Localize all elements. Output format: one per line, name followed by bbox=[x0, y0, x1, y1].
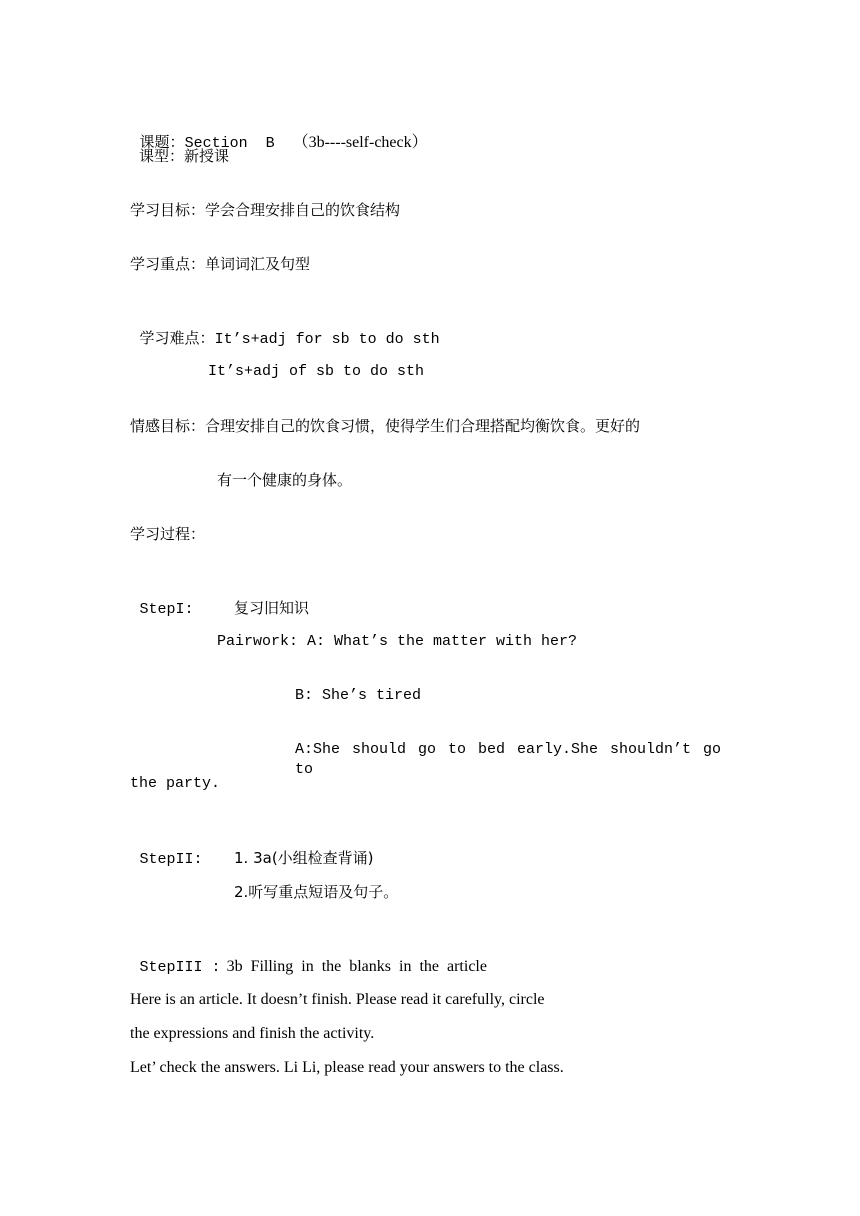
topic-label: 课题： bbox=[139, 133, 185, 151]
emotion-goal-line-2: 有一个健康的身体。 bbox=[217, 471, 353, 489]
step-3-label: StepIII : bbox=[139, 959, 221, 976]
pairwork-line-a2-continued: the party. bbox=[130, 775, 221, 792]
article-instruction-line-2: the expressions and finish the activity. bbox=[130, 1025, 375, 1042]
step-3-title: 3b Filling in the blanks in the article bbox=[226, 958, 487, 975]
step-3 bbox=[130, 936, 487, 978]
pairwork-line-a: Pairwork: A: What’s the matter with her? bbox=[217, 633, 578, 650]
step-2 bbox=[130, 828, 374, 870]
step-2-item-2: 2.听写重点短语及句子。 bbox=[234, 883, 399, 901]
pairwork-line-b: B: She’s tired bbox=[295, 687, 422, 704]
learning-goal: 学习目标：学会合理安排自己的饮食结构 bbox=[130, 201, 401, 219]
lesson-type: 课型：新授课 bbox=[139, 147, 230, 165]
step-2-item-1: 1. 3a(小组检查背诵) bbox=[234, 849, 374, 867]
emotion-goal-line-1: 情感目标：合理安排自己的饮食习惯，使得学生们合理搭配均衡饮食。更好的 bbox=[130, 417, 641, 435]
pairwork-line-a2: A:She should go to bed early.She shouldn’t go to bbox=[295, 741, 721, 778]
step-2-label: StepII: bbox=[139, 851, 203, 868]
step-1 bbox=[130, 578, 310, 620]
topic-section: Section B bbox=[184, 135, 275, 152]
step-1-title: 复习旧知识 bbox=[234, 599, 310, 617]
check-answers-line: Let’ check the answers. Li Li, please read your answers to the class. bbox=[130, 1059, 564, 1076]
learning-difficulty bbox=[130, 308, 440, 350]
difficulty-pattern-1: It’s+adj for sb to do sth bbox=[214, 331, 440, 348]
process-heading: 学习过程： bbox=[130, 525, 206, 543]
article-instruction-line-1: Here is an article. It doesn’t finish. Please read it carefully, circle bbox=[130, 991, 545, 1008]
learning-focus: 学习重点：单词词汇及句型 bbox=[130, 255, 311, 273]
difficulty-pattern-2: It’s+adj of sb to do sth bbox=[208, 363, 425, 380]
topic-range: （3b----self-check） bbox=[292, 134, 428, 151]
step-1-label: StepI: bbox=[139, 601, 194, 618]
difficulty-label: 学习难点： bbox=[139, 329, 215, 347]
